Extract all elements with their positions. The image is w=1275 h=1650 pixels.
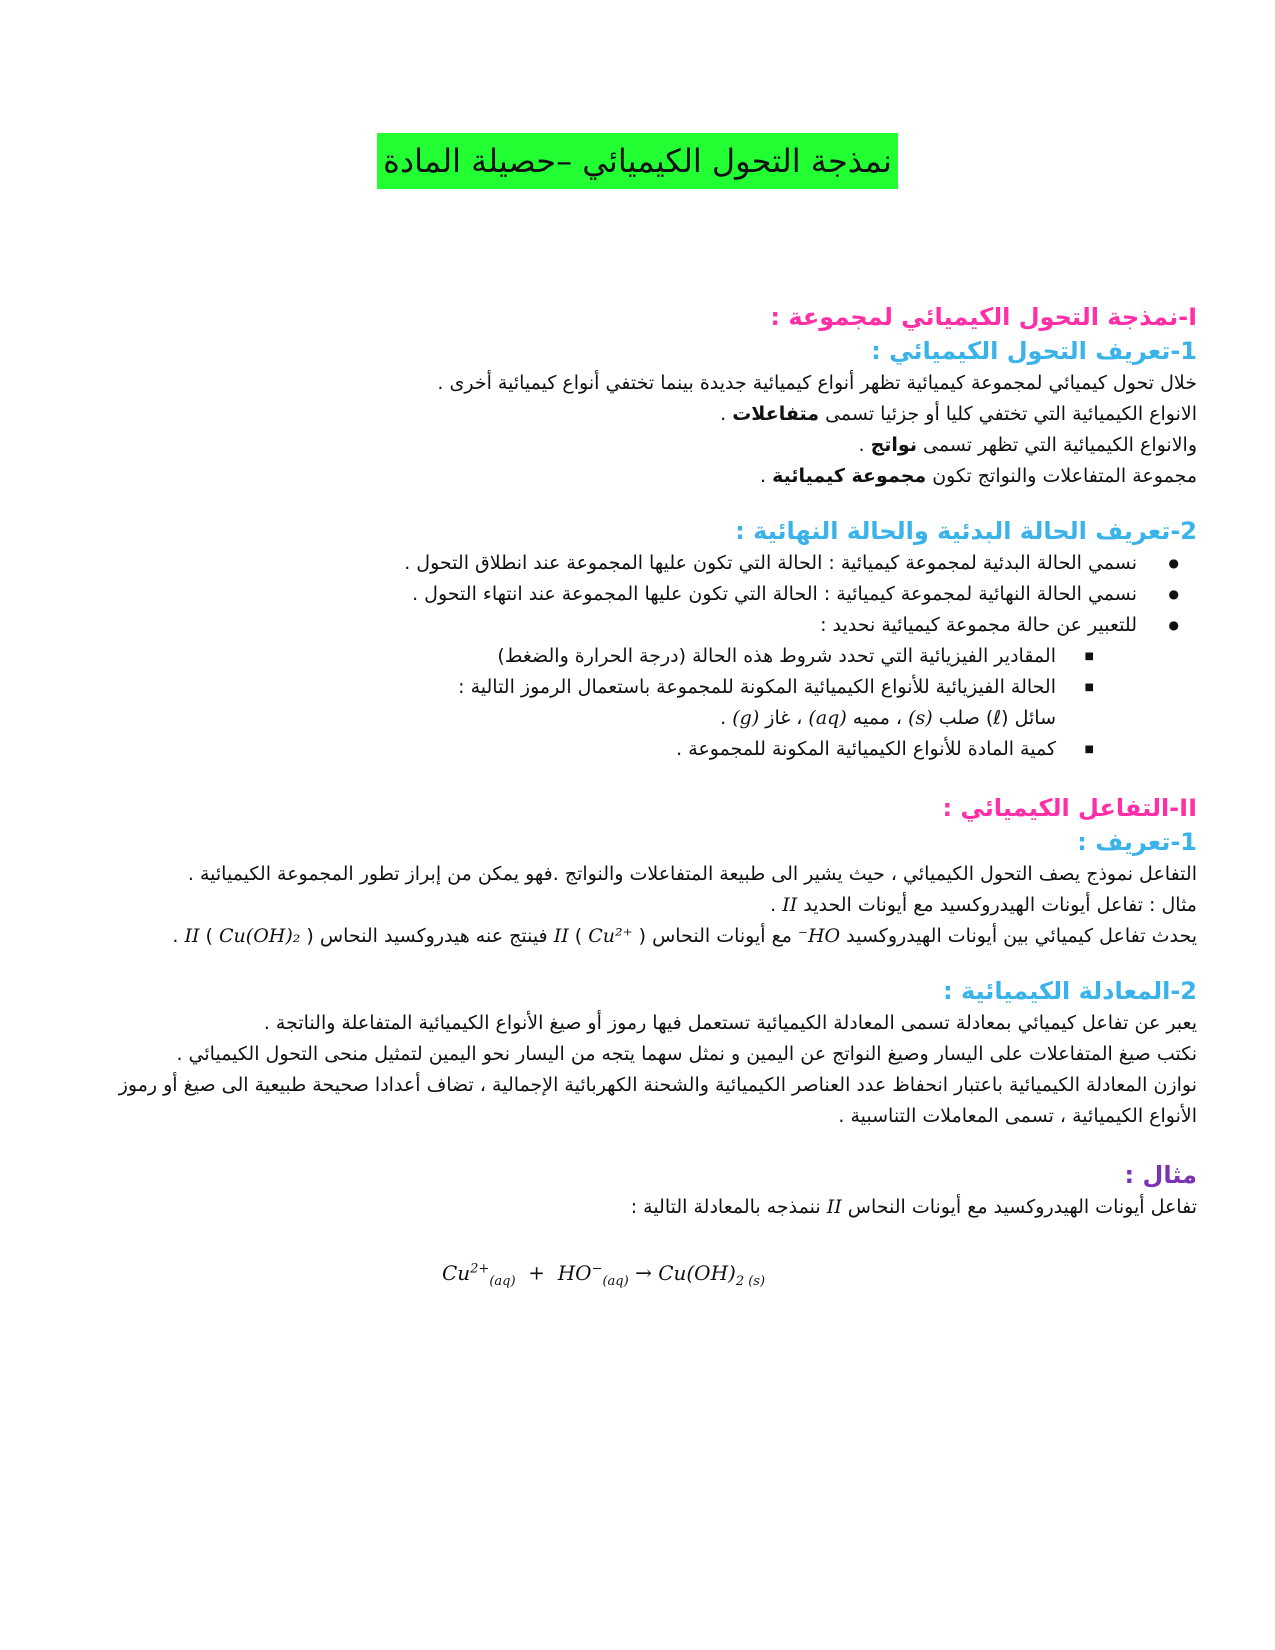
paragraph: يعبر عن تفاعل كيميائي بمعادلة تسمى المعادلة الكيميائية تستعمل فيها رموز أو صيغ الأنواع الكيميائية المتفاعلة والناتجة .: [263, 1012, 1197, 1034]
text-span: (: [199, 925, 220, 947]
list-item: ● للتعبير عن حالة مجموعة كيميائية نحديد :: [70, 610, 1137, 641]
charge: −: [591, 1261, 603, 1276]
math-symbol: (s): [908, 707, 933, 729]
bold-term: متفاعلات: [732, 403, 820, 425]
paragraph: خلال تحول كيميائي لمجموعة كيميائية تظهر أنواع كيميائية جديدة بينما تختفي أنواع كيميائية أخرى .: [437, 372, 1197, 394]
text-span: الانواع الكيميائية التي تختفي كليا أو جزئيا تسمى: [819, 403, 1197, 425]
text-span: .: [720, 707, 733, 729]
paragraph: التفاعل نموذج يصف التحول الكيميائي ، حيث يشير الى طبيعة المتفاعلات والنواتج .فهو يمكن من إبراز تطور المجموعة الكيميائية .: [187, 863, 1197, 885]
reaction-arrow-icon: →: [635, 1260, 652, 1285]
text-span: .: [858, 434, 871, 456]
paragraph: [70, 461, 1197, 492]
math-symbol: HO⁻: [797, 925, 841, 947]
bold-term: مجموعة كيميائية: [772, 465, 927, 487]
chemical-equation: [70, 1249, 1197, 1302]
text-span: الحالة الفيزيائية للأنواع الكيميائية المكونة للمجموعة باستعمال الرموز التالية :: [458, 676, 1056, 698]
formula-text: Cu: [441, 1260, 471, 1285]
text-span: مجموعة المتفاعلات والنواتج تكون: [926, 465, 1197, 487]
text-span: مع أيونات النحاس: [646, 925, 798, 947]
section-2-2-heading: 2-المعادلة الكيميائية :: [943, 977, 1197, 1005]
paragraph: [70, 399, 1197, 430]
list-item: ● نسمي الحالة البدئية لمجموعة كيميائية : الحالة التي تكون عليها المجموعة عند انطلاق التحول .: [70, 548, 1137, 579]
paragraph: [70, 921, 1197, 952]
bullet-list: [70, 548, 1197, 641]
paragraph: [70, 430, 1197, 461]
list-item: ■ كمية المادة للأنواع الكيميائية المكونة للمجموعة .: [70, 734, 1056, 765]
paragraph: [70, 890, 1197, 921]
page-title: نمذجة التحول الكيميائي –حصيلة المادة: [377, 133, 898, 189]
text-span: .: [759, 465, 773, 487]
text-span: يحدث تفاعل كيميائي بين أيونات الهيدروكسيد: [840, 925, 1197, 947]
formula-text: Cu(OH): [658, 1260, 736, 1285]
paragraph: نكتب صيغ المتفاعلات على اليسار وصيغ النواتج عن اليمين و نمثل سهما يتجه من اليسار نحو اليمين لتمثيل منحى التحول الكيميائي .: [176, 1043, 1197, 1065]
list-item: ■ المقادير الفيزيائية التي تحدد شروط هذه الحالة (درجة الحرارة والضغط): [70, 641, 1056, 672]
section-1-heading: I-نمذجة التحول الكيميائي لمجموعة :: [770, 303, 1197, 331]
formula-text: HO: [557, 1260, 592, 1285]
state: (aq): [489, 1273, 516, 1289]
bold-term: نواتج: [870, 434, 917, 456]
section-2-1-heading: 1-تعريف :: [1077, 828, 1197, 856]
text-span: ننمذجه بالمعادلة التالية :: [630, 1196, 827, 1218]
text-span: ) فينتج عنه هيدروكسيد النحاس: [313, 925, 647, 947]
math-symbol: (aq): [808, 707, 847, 729]
document-body: [70, 300, 1197, 1302]
math-symbol: II: [782, 894, 798, 916]
text-span: (: [568, 925, 589, 947]
math-symbol: (g): [732, 707, 760, 729]
text-span: والانواع الكيميائية التي تظهر تسمى: [916, 434, 1197, 456]
sub-bullet-list: [70, 641, 1197, 765]
text-span: مثال : تفاعل أيونات الهيدروكسيد مع أيونات الحديد: [797, 894, 1197, 916]
product-cuoh2: [658, 1260, 766, 1289]
math-symbol: Cu(OH)₂: [219, 925, 301, 947]
text-span: .: [770, 894, 783, 916]
text-span: ، مميه: [846, 707, 909, 729]
state: (aq): [602, 1273, 629, 1289]
math-symbol: II: [184, 925, 200, 947]
list-item: [70, 672, 1056, 734]
text-span: .: [720, 403, 733, 425]
section-1-1-heading: 1-تعريف التحول الكيميائي :: [871, 337, 1197, 365]
section-2-heading: II-التفاعل الكيميائي :: [942, 794, 1197, 822]
section-1-2-heading: 2-تعريف الحالة البدئية والحالة النهائية :: [735, 517, 1197, 545]
title-wrap: [0, 133, 1275, 189]
state: 2 (s): [735, 1273, 766, 1289]
math-symbol: II: [826, 1196, 842, 1218]
reactant-cu: [441, 1260, 516, 1289]
plus-sign: +: [528, 1260, 546, 1285]
paragraph: نوازن المعادلة الكيميائية باعتبار انحفاظ عدد العناصر الكيميائية والشحنة الكهربائية الإجمالية ، تضاف أعدادا صحيحة طبيعية الى صيغ أو رموز الأنواع الكيميائية ، تسمى المعاملات التناسبية .: [118, 1074, 1197, 1127]
text-span: تفاعل أيونات الهيدروكسيد مع أيونات النحاس: [841, 1196, 1197, 1218]
text-span: ، غاز: [759, 707, 809, 729]
math-symbol: II: [553, 925, 569, 947]
charge: 2+: [470, 1261, 490, 1276]
math-symbol: Cu²⁺: [588, 925, 633, 947]
reactant-ho: [557, 1260, 629, 1289]
example-heading: مثال :: [1124, 1161, 1197, 1189]
text-span: سائل (ℓ) صلب: [932, 707, 1056, 729]
list-item: ● نسمي الحالة النهائية لمجموعة كيميائية : الحالة التي تكون عليها المجموعة عند انتهاء التحول .: [70, 579, 1137, 610]
text-span: ) .: [172, 925, 314, 947]
paragraph: [70, 1192, 1197, 1223]
